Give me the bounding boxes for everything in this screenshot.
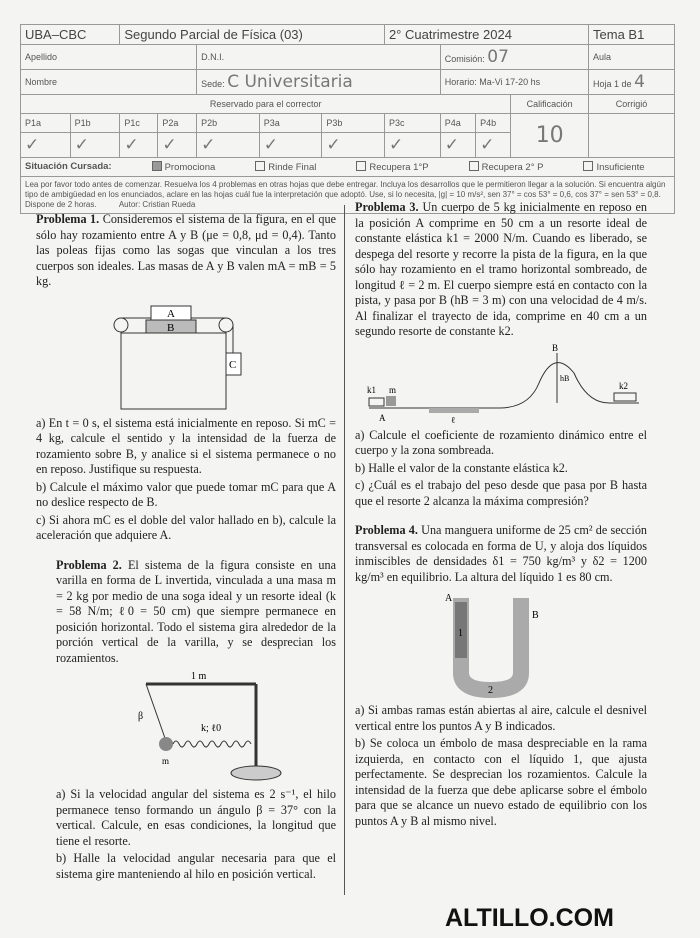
checkbox-checked-icon <box>152 161 162 171</box>
instructions: Lea por favor todo antes de comenzar. Resuelva los 4 problemas en otras hojas que debe entregar. Incluya los desarrollos que le permitieron llegar a la solución. Si encuentra algún tipo de ambigüedad en los enunciados, aclare en las hojas cuál fue la interpretación que adoptó. Use, si lo necesita, |g| = 10 m/s², sen 37° = cos 53° = 0,6, cos 37° = sen 53° = 0,8. Dispone de 2 horas. Autor: Cristian Rueda <box>20 177 675 214</box>
checkbox-icon <box>356 161 366 171</box>
svg-text:B: B <box>551 342 558 353</box>
label-c: C <box>229 358 237 371</box>
svg-text:m: m <box>162 756 170 766</box>
grade-mark: ✓ <box>259 133 322 158</box>
grade-col: P4a <box>440 114 475 133</box>
option-rinde-final[interactable]: Rinde Final <box>255 161 316 173</box>
problem-2: Problema 2. El sistema de la figura consiste en una varilla en forma de L invertida, vinculada a una masa m = 2 kg por medio de una soga ideal y un resorte ideal (k = 58 N/m; ℓ0 = 50 cm) que siempre permanece en posición horizontal. Todo el sistema gira alrededor de la porción vertical de la varilla, y se desprecian los rozamientos. 1 m β m k; ℓ0 a) Si la velocidad angular del sistema es 2 s⁻¹, el hilo permanece tenso formando un ángulo β = 37° con la vertical. Calcule, en esas condiciones, la longitud que tiene el resorte. b) Halle la velocidad angular necesaria para que el sistema gire manteniendo al hilo en posición vertical. <box>56 557 337 881</box>
situacion-label: Situación Cursada: <box>25 161 112 172</box>
institution: UBA–CBC <box>21 25 120 45</box>
author: Autor: Cristian Rueda <box>118 200 196 209</box>
figure-track <box>359 343 644 425</box>
option-insuficiente[interactable]: Insuficiente <box>583 161 644 173</box>
svg-text:k2: k2 <box>618 380 628 391</box>
grade-mark: ✓ <box>197 133 260 158</box>
svg-text:1 m: 1 m <box>191 671 207 682</box>
svg-text:m: m <box>388 384 396 395</box>
p4-question-b: b) Se coloca un émbolo de masa despreciable en la rama izquierda, en contacto con el líquido 1, que ajusta perfectamente. Se desprecian los rozamientos. Calcule la intensidad de la fuerza que debe aplicarse sobre el émbolo para que se alcance un nuevo estado de equilibrio con los puntos A y B al mismo nivel. <box>355 736 647 828</box>
svg-text:2: 2 <box>488 685 493 696</box>
grade-col: P1a <box>21 114 71 133</box>
grade-col: P1c <box>120 114 158 133</box>
p4-question-a: a) Si ambas ramas están abiertas al aire, calcule el desnivel vertical entre los puntos A y B indicados. <box>355 703 647 733</box>
horario: Horario: Ma-Vi 17-20 hs <box>440 70 588 95</box>
p3-question-a: a) Calcule el coeficiente de rozamiento dinámico entre el cuerpo y la zona sombreada. <box>355 427 647 457</box>
grade-mark: ✓ <box>384 133 440 158</box>
watermark-logo: ALTILLO.COM <box>445 904 614 932</box>
problem-4: Problema 4. Una manguera uniforme de 25 cm² de sección transversal es colocada en forma de U, y aloja dos líquidos inmiscibles de densidades δ1 = 750 kg/m³ y δ2 = 1200 kg/m³ en equilibrio. La altura del líquido 1 es 80 cm. A B 1 2 a) Si ambas ramas están abiertas al aire, calcule el desnivel vertical entre los puntos A y B indicados. b) Se coloca un émbolo de masa despreciable en la rama izquierda, en contacto con el líquido 1, que ajusta perfectamente. Se desprecian los rozamientos. Calcule la intensidad de la fuerza que debe aplicarse sobre el émbolo para que se alcance un nuevo estado de equilibrio con los puntos A y B al mismo nivel. <box>355 523 648 828</box>
p1-question-a: a) En t = 0 s, el sistema está inicialmente en reposo. Si mC = 4 kg, calcule el sentido y la intensidad de la fuerza de rozamiento sobre B, y analice si el sistema permanece o no en reposo. Justifique su respuesta. <box>36 415 336 476</box>
p1-question-b: b) Calcule el máximo valor que puede tomar mC para que A no deslice respecto de B. <box>36 479 336 509</box>
label-b: B <box>167 321 175 334</box>
exam-header <box>20 24 675 214</box>
grade-mark: ✓ <box>440 133 475 158</box>
right-column <box>355 200 647 831</box>
figure-u-tube <box>441 588 561 700</box>
grade-col: P4b <box>476 114 511 133</box>
svg-text:k; ℓ0: k; ℓ0 <box>201 723 222 734</box>
label-a: A <box>167 307 175 320</box>
hoja-field: Hoja 1 de 4 <box>589 70 675 95</box>
svg-text:A: A <box>445 593 453 604</box>
calificacion-label: Calificación <box>511 95 589 114</box>
svg-text:β: β <box>138 711 144 722</box>
sede-field: Sede: C Universitaria <box>197 70 441 95</box>
checkbox-icon <box>583 161 593 171</box>
dni-field: D.N.I. <box>197 45 441 70</box>
p3-question-c: c) ¿Cuál es el trabajo del peso desde que pasa por B hasta que el resorte 2 alcanza la máxima compresión? <box>355 478 647 508</box>
grade-col: P3b <box>322 114 385 133</box>
checkbox-icon <box>255 161 265 171</box>
nombre-field: Nombre <box>21 70 197 95</box>
grade-col: P2a <box>158 114 197 133</box>
grade-value: 10 <box>511 114 589 158</box>
option-recupera-1p[interactable]: Recupera 1°P <box>356 161 428 173</box>
figure-pulleys <box>101 293 271 413</box>
aula-field: Aula <box>589 45 675 70</box>
p1-question-c: c) Si ahora mC es el doble del valor hallado en b), calcule la aceleración que adquiere A. <box>36 512 336 542</box>
svg-text:B: B <box>532 610 539 621</box>
situacion-cursada <box>20 158 675 177</box>
svg-text:A: A <box>378 412 385 423</box>
grade-mark: ✓ <box>21 133 71 158</box>
p2-question-b: b) Halle la velocidad angular necesaria para que el sistema gire manteniendo al hilo en posición vertical. <box>56 851 336 881</box>
grade-col: P3c <box>384 114 440 133</box>
grade-col: P2b <box>197 114 260 133</box>
column-divider <box>344 205 345 895</box>
checkbox-icon <box>469 161 479 171</box>
option-promociona[interactable]: Promociona <box>152 161 216 173</box>
option-recupera-2p[interactable]: Recupera 2° P <box>469 161 544 173</box>
svg-text:ℓ: ℓ <box>450 414 455 425</box>
p2-question-a: a) Si la velocidad angular del sistema es 2 s⁻¹, el hilo permanece tenso formando un ángulo β = 37° con la vertical. Calcule, en esas condiciones, la longitud que tiene el resorte. <box>56 787 336 848</box>
svg-text:k1: k1 <box>366 384 376 395</box>
exam-title: Segundo Parcial de Física (03) <box>120 25 385 45</box>
corrigio-label: Corrigió <box>589 95 675 114</box>
grade-mark: ✓ <box>322 133 385 158</box>
reservado-label: Reservado para el corrector <box>21 95 511 114</box>
term: 2° Cuatrimestre 2024 <box>384 25 588 45</box>
left-column <box>36 212 336 884</box>
comision-field: Comisión: 07 <box>440 45 588 70</box>
svg-text:1: 1 <box>458 628 463 639</box>
problem-3: Problema 3. Un cuerpo de 5 kg inicialmente en reposo en la posición A comprime en 50 cm a un resorte ideal de constante elástica k1 = 2000 N/m. Cuando es liberado, se despega del resorte y recorre la pista de la figura, en la que sólo hay rozamiento en el tramo horizontal sombreado, de longitud ℓ = 2 m. El cuerpo siempre está en contacto con la pista, y pasa por B (hB = 3 m) con una velocidad de 4 m/s. Al finalizar el trayecto de ida, comprime en 40 cm a un segundo resorte de constante k2. k1 m A ℓ B hB k2 a) Calcule el coeficiente de rozamiento dinámico entre el cuerpo y la zona sombreada. b) Halle el valor de la constante elástica k2. c) ¿Cuál es el trabajo del peso desde que pasa por B hasta que el resorte 2 alcanza la máxima compresión? <box>355 200 647 508</box>
apellido-field: Apellido <box>21 45 197 70</box>
tema: Tema B1 <box>589 25 675 45</box>
grade-col: P1b <box>70 114 120 133</box>
grade-mark: ✓ <box>158 133 197 158</box>
grade-mark: ✓ <box>120 133 158 158</box>
p3-question-b: b) Halle el valor de la constante elástica k2. <box>355 460 568 475</box>
grade-mark: ✓ <box>70 133 120 158</box>
problem-1: Problema 1. Consideremos el sistema de la figura, en el que sólo hay rozamiento entre A y B (μe = 0,8, μd = 0,4). Tanto las poleas fijas como las sogas que vinculan a los tres cuerpos son ideales. Las masas de A y B valen mA = mB = 5 kg. A B C a) En t = 0 s, el sistema está inicialmente en reposo. Si mC = 4 kg, calcule el sentido y la intensidad de la fuerza de rozamiento sobre B, y analice si el sistema permanece o no en reposo. Justifique su respuesta. b) Calcule el máximo valor que puede tomar mC para que A no deslice respecto de B. c) Si ahora mC es el doble del valor hallado en b), calcule la aceleración que adquiere A. <box>36 212 337 542</box>
figure-rotating-rod <box>106 669 286 784</box>
grade-mark: ✓ <box>476 133 511 158</box>
grade-col: P3a <box>259 114 322 133</box>
svg-text:hB: hB <box>559 373 569 383</box>
